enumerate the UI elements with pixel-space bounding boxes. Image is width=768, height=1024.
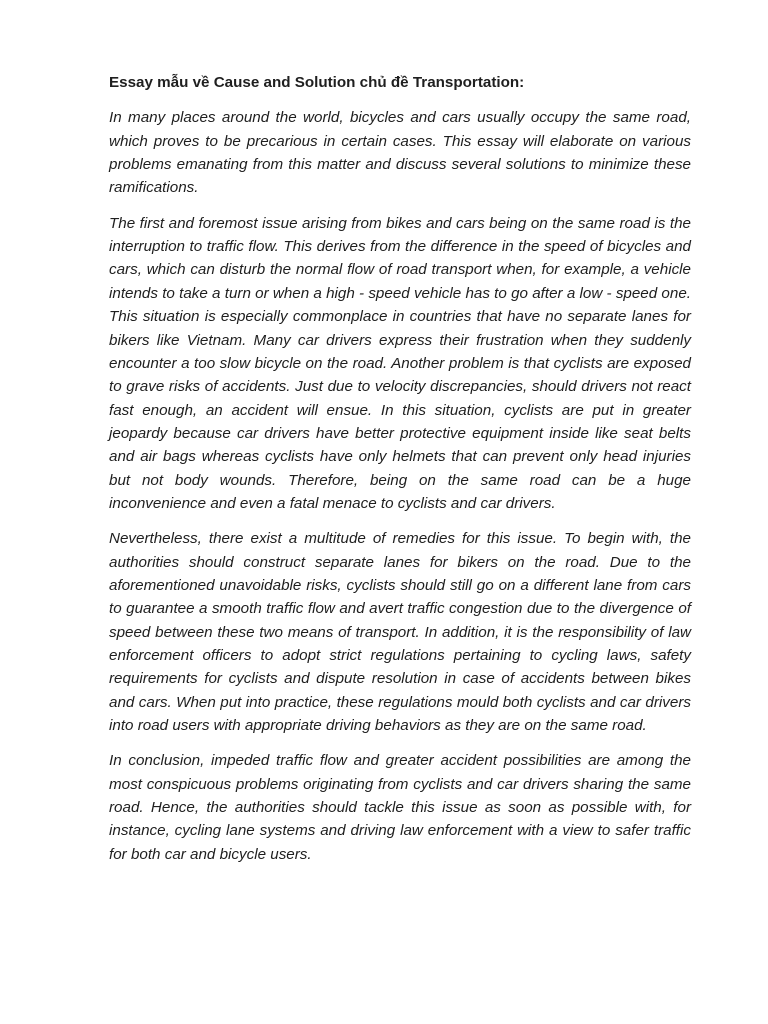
paragraph-problems: The first and foremost issue arising from bikes and cars being on the same road is the interruption to traffic flow. This derives from the difference in the speed of bicycles and cars, which can disturb the normal flow of road transport when, for example, a vehicle intends to take a turn or when a high - speed vehicle has to go after a low - speed one. This situation is especially commonplace in countries that have no separate lanes for bikers like Vietnam. Many car drivers express their frustration when they suddenly encounter a too slow bicycle on the road. Another problem is that cyclists are exposed to grave risks of accidents. Just due to velocity discrepancies, should drivers not react fast enough, an accident will ensue. In this situation, cyclists are put in greater jeopardy because car drivers have better protective equipment inside like seat belts and air bags whereas cyclists have only helmets that can prevent only head injuries but not body wounds. Therefore, being on the same road can be a huge inconvenience and even a fatal menace to cyclists and car drivers. (109, 214, 691, 512)
document-page (109, 71, 691, 878)
essay-title: Essay mẫu về Cause and Solution chủ đề Transportation: (109, 74, 525, 91)
paragraph-conclusion: In conclusion, impeded traffic flow and greater accident possibilities are among the most conspicuous problems originating from cyclists and car drivers sharing the same road. Hence, the authorities should tackle this issue as soon as possible with, for instance, cycling lane systems and driving law enforcement with a view to safer traffic for both car and bicycle users. (109, 752, 691, 863)
paragraph-introduction: In many places around the world, bicycles and cars usually occupy the same road, which proves to be precarious in certain cases. This essay will elaborate on various problems emanating from this matter and discuss several solutions to minimize these ramifications. (109, 109, 691, 197)
paragraph-solutions: Nevertheless, there exist a multitude of remedies for this issue. To begin with, the authorities should construct separate lanes for bikers on the road. Due to the aforementioned unavoidable risks, cyclists should still go on a different lane from cars to guarantee a smooth traffic flow and avert traffic congestion due to the divergence of speed between these two means of transport. In addition, it is the responsibility of law enforcement officers to adopt strict regulations pertaining to cycling laws, safety requirements for cyclists and dispute resolution in case of accidents between bikes and cars. When put into practice, these regulations mould both cyclists and car drivers into road users with appropriate driving behaviors as they are on the same road. (109, 530, 691, 734)
